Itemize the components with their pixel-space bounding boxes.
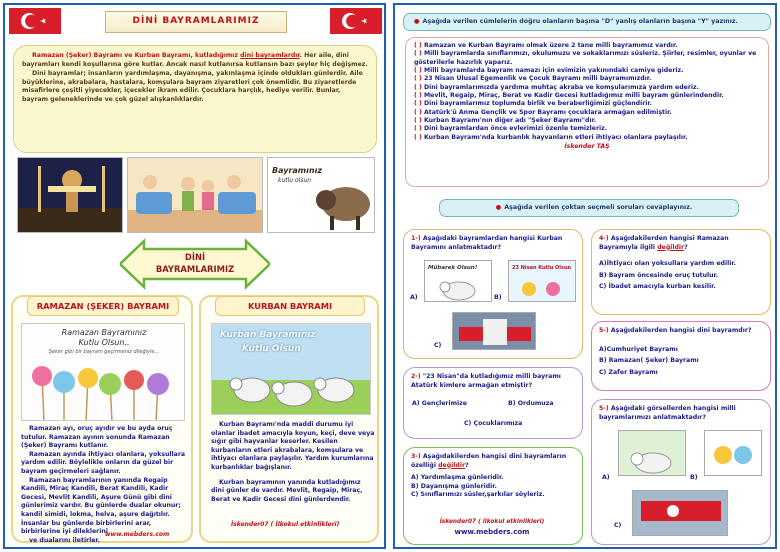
page-title: DİNİ BAYRAMLARIMIZ (105, 11, 287, 33)
ramazan-image-caption-2: Kutlu Olsun.. (78, 338, 130, 347)
center-banner-line-1: DİNİ (184, 252, 206, 262)
tf-item[interactable]: ( ) Kurban Bayramı'nın diğer adı "Şeker Bayramı"dır. (414, 117, 597, 125)
tf-item[interactable]: ( ) Dini bayramlarımızda yardıma muhtaç akraba ve komşularımıza yardım ederiz. (414, 83, 699, 91)
q3-option-a[interactable]: A) Yardımlaşma günleridir. (411, 474, 504, 481)
ramazan-bayrami-box (11, 295, 193, 543)
q5b-option-b[interactable]: B) (690, 474, 698, 481)
question-5b: 5-) Aşağıdaki görsellerden hangisi milli bayramlarımızı anlatmaktadır? A) B) C) (591, 399, 771, 545)
website-link[interactable]: www.mebders.com (454, 528, 530, 536)
kurban-image-caption-1: Kurban Bayramınız (220, 330, 316, 340)
ramazan-greeting-image (21, 323, 185, 421)
sheep-greeting-photo (267, 157, 375, 233)
multiple-choice-instructions: ● Aşağıda verilen çoktan seçmeli soruları cevaplayınız. (439, 199, 739, 217)
bullet-icon: ● (414, 18, 420, 25)
q5a-option-c[interactable]: C) Zafer Bayramı (599, 368, 658, 376)
tf-item[interactable]: ( ) Dini bayramlarımız toplumda birlik ve beraberliğimizi güçlendirir. (414, 100, 652, 108)
tf-item[interactable]: ( ) Milli bayramlarda sınıflarımızı, okulumuzu ve sokaklarımızı süsleriz. Şiirler, resimler, oyunlar ve gösterilerle hazırlık yaparız. (414, 50, 757, 66)
q2-option-b[interactable]: B) Ordumuza (508, 400, 554, 407)
intro-paragraph-2: Dini bayramlar; insanların yardımlaşma, dayanışma, yakınlaşma içinde oldukları günlerdir. Aile büyüklerine, akrabalara, hastalara, komşulara bayram ziyaretleri çok önemlidir. Bu ziyaretlerde misafirlere çeşitli yiyecekler, içecekler ikram edilir. Çocuklara harçlık, hediye verilir. Bunlar, bayram geleneklerinde ve çok güzel alışkanlıklardır. (22, 70, 363, 103)
q1-option-b[interactable]: B) (494, 294, 502, 301)
kurban-greeting-image (211, 323, 371, 415)
ramazan-image-caption-3: Şeker gibi bir bayram geçirmeniz dileğiyle... (48, 349, 160, 355)
ramazan-heading: RAMAZAN (ŞEKER) BAYRAMI (27, 296, 179, 316)
question-2: 2-) "23 Nisan"da kutladığımız milli bayramı Atatürk kimlere armağan etmiştir? A) Gençlerimize B) Ordumuza C) Çocuklarımıza (403, 367, 583, 439)
ramazan-body-text: Ramazan ayı, oruç ayıdır ve bu ayda oruç tutulur. Ramazan ayının sonunda Ramazan (Şeker) Bayramı kutlanır. Ramazan ayında ihtiyacı olanlara, yoksullara yardım edilir. Böylelikle onların da güzel bir bayram geçirmeleri sağlanır. Ramazan bayramlarının yanında Regaip Kandili, Miraç Kandili, Berat Kandili, Kadir Gecesi, Mevlit Kandili, Aşure Günü gibi dini günlerimiz vardır. Bu günlerde dualar okunur; kandil simidi, lokma, helva, aşure dağıtılır. İnsanlar bu günlerde birbirlerini arar, birbirlerine iyi dileklerini ve dualarını iletirler. (21, 425, 186, 544)
q5b-option-b-image[interactable] (704, 430, 762, 476)
tf-item[interactable]: ( ) Dini bayramlardan önce evlerimizi özenle temizleriz. (414, 125, 608, 133)
right-worksheet-page (393, 3, 777, 549)
turkish-flag-icon (9, 8, 61, 34)
tf-item[interactable]: ( ) Ramazan ve Kurban Bayramı olmak üzere 2 tane milli bayramımız vardır. (414, 42, 678, 49)
intro-paragraph-1: Ramazan (Şeker) Bayramı ve Kurban Bayramı, kutladığımız dini bayramlardır. Her aile, dini bayramları kendi koşullarına göre kutlar. Ancak nasıl kutlanırsa kutlansın bazı şeyler hiç değişmez. (22, 52, 368, 68)
tf-item[interactable]: ( ) 23 Nisan Ulusal Egemenlik ve Çocuk Bayramı milli bayramımızdır. (414, 75, 652, 83)
ramazan-image-caption-1: Ramazan Bayramınız (61, 328, 147, 337)
tf-item[interactable]: ( ) Kurban Bayramı'nda kurbanlık hayvanların etleri ihtiyacı olanlara paylaşılır. (414, 133, 688, 141)
kurban-body-text: Kurban Bayramı'nda maddi durumu iyi olanlar ibadet amacıyla koyun, keçi, deve veya sığır gibi hayvanlar keserler. Kesilen kurbanların etleri akrabalara, komşulara ve ihtiyacı olanlara paylaşılır. Yardım kurumlarına kurbanlıklar bağışlanır. Kurban bayramının yanında kutladığımız dini günler de vardır. Mevlit, Regaip, Miraç, Berat ve Kadir Gecesi dini günlerdendir. (211, 421, 375, 503)
kurban-image-caption-2: Kutlu Olsun (242, 344, 301, 354)
question-5a: 5-) Aşağıdakilerden hangisi dini bayramdır? A)Cumhuriyet Bayramı B) Ramazan( Şeker) Bayramı C) Zafer Bayramı (591, 321, 771, 391)
photo-caption-1: Bayramınız (272, 166, 322, 175)
q5b-option-a-image[interactable] (618, 430, 686, 476)
mosque-night-photo (17, 157, 123, 233)
q3-option-c[interactable]: C) Sınıflarımızı süsler,şarkılar söyleriz. (411, 491, 545, 498)
tf-item[interactable]: ( ) Milli bayramlarda bayram namazı için evimizin yakınındaki camiye gideriz. (414, 67, 684, 75)
q2-option-c[interactable]: C) Çocuklarımıza (464, 420, 523, 427)
center-banner-line-2: BAYRAMLARIMIZ (155, 264, 235, 274)
question-1: 1-) Aşağıdaki bayramlardan hangisi Kurban Bayramını anlatmaktadır? Mübarek Olsun! A) 23 Nisan Kutlu Olsun B) C) (403, 229, 583, 359)
q1-option-c[interactable]: C) (434, 342, 442, 349)
tf-credit: İskender TAŞ (564, 143, 610, 151)
true-false-instructions: ● Aşağıda verilen cümlelerin doğru olanların başına "D" yanlış olanların başına "Y" yazınız. (403, 13, 771, 31)
question-3: 3-) Aşağıdakilerden hangisi dini bayramların özelliği değildir? A) Yardımlaşma günleridir. B) Dayanışma günleridir. C) Sınıflarımızı süsler,şarkılar söyleriz. İskender07 ( ilkokul etkinlikleri) www.mebders.com (403, 447, 583, 545)
q5b-option-c[interactable]: C) (614, 522, 622, 529)
q1-option-b-image[interactable]: 23 Nisan Kutlu Olsun (508, 260, 576, 302)
kurban-bayrami-box (199, 295, 379, 543)
turkish-flag-icon (330, 8, 382, 34)
q5a-option-a[interactable]: A)Cumhuriyet Bayramı (599, 345, 678, 353)
q5a-option-b[interactable]: B) Ramazan( Şeker) Bayramı (599, 357, 699, 364)
tf-item[interactable]: ( ) Mevlit, Regaip, Miraç, Berat ve Kadir Gecesi kutladığımız milli bayram günlerindendir. (414, 92, 724, 100)
q1-option-a[interactable]: A) (410, 294, 418, 301)
q3-option-b[interactable]: B) Dayanışma günleridir. (411, 482, 497, 490)
intro-text-box (13, 45, 377, 153)
kurban-credit: İskender07 ( İlkokul etkinlikleri) (231, 521, 340, 528)
center-arrow-banner (120, 235, 270, 293)
q5b-option-c-image[interactable] (632, 490, 728, 536)
ramazan-credit: www.mebders.com (105, 531, 170, 538)
q4-option-a[interactable]: A)İhtiyacı olan yoksullara yardım edilir. (599, 260, 736, 267)
photo-caption-2: kutlu olsun (278, 177, 312, 184)
q4-option-b[interactable]: B) Bayram öncesinde oruç tutulur. (599, 271, 719, 279)
tf-item[interactable]: ( ) Atatürk'ü Anma Gençlik ve Spor Bayramı çocuklara armağan edilmiştir. (414, 108, 672, 116)
true-false-questions (405, 37, 769, 187)
q4-option-c[interactable]: C) İbadet amacıyla kurban kesilir. (599, 283, 716, 290)
q1-option-a-image[interactable]: Mübarek Olsun! (424, 260, 492, 302)
q5b-option-a[interactable]: A) (602, 474, 610, 481)
left-worksheet-page (3, 3, 386, 549)
q2-option-a[interactable]: A) Gençlerimize (412, 400, 467, 407)
kurban-heading: KURBAN BAYRAMI (215, 296, 365, 316)
question-4: 4-) Aşağıdakilerden hangisi Ramazan Bayramıyla ilgili değildir? A)İhtiyacı olan yoksullara yardım edilir. B) Bayram öncesinde oruç tutulur. C) İbadet amacıyla kurban kesilir. (591, 229, 771, 315)
family-visit-illustration (127, 157, 263, 233)
q3-credit: İskender07 ( ilkokul etkinlikleri) (439, 519, 545, 525)
q1-option-c-image[interactable] (452, 312, 536, 350)
bullet-icon: ● (495, 204, 502, 211)
